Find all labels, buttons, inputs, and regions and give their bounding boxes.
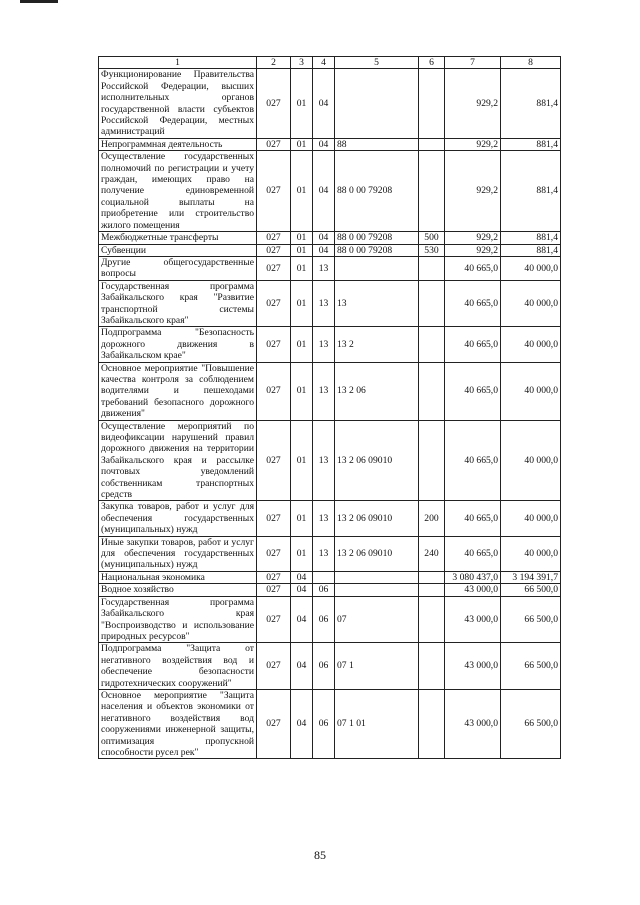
row-name-cell: Субвенции (99, 244, 257, 256)
expense-type-cell (419, 327, 445, 362)
section-cell: 01 (291, 244, 313, 256)
expense-type-cell (419, 596, 445, 643)
amount-year-1-cell: 3 080 437,0 (445, 571, 501, 583)
amount-year-2-cell: 66 500,0 (501, 689, 561, 758)
expense-type-cell (419, 571, 445, 583)
table-row (99, 232, 561, 244)
section-cell: 01 (291, 69, 313, 138)
amount-year-1-cell: 929,2 (445, 69, 501, 138)
section-cell: 01 (291, 327, 313, 362)
table-row (99, 280, 561, 327)
subsection-cell: 06 (313, 689, 335, 758)
section-cell: 01 (291, 280, 313, 327)
target-item-cell: 07 (335, 596, 419, 643)
row-name-cell: Подпрограмма "Безопасность дорожного движения в Забайкальском крае" (99, 327, 257, 362)
subsection-cell: 13 (313, 256, 335, 280)
amount-year-1-cell: 929,2 (445, 138, 501, 150)
target-item-cell: 88 0 00 79208 (335, 244, 419, 256)
section-cell: 01 (291, 151, 313, 232)
row-name-cell: Иные закупки товаров, работ и услуг для обеспечения государственных (муниципальных) нужд (99, 536, 257, 571)
amount-year-2-cell: 40 000,0 (501, 501, 561, 536)
expense-type-cell (419, 362, 445, 420)
target-item-cell (335, 571, 419, 583)
subsection-cell: 04 (313, 138, 335, 150)
section-cell: 01 (291, 536, 313, 571)
column-header: 5 (335, 57, 419, 69)
amount-year-2-cell: 881,4 (501, 232, 561, 244)
row-name-cell: Основное мероприятие "Защита населения и объектов экономики от негативного воздействия вод сооружениями инженерной защиты, оптимизация пропускной способности русел рек" (99, 689, 257, 758)
admin-code-cell: 027 (257, 256, 291, 280)
target-item-cell: 13 2 06 09010 (335, 536, 419, 571)
section-cell: 04 (291, 643, 313, 690)
table-row (99, 420, 561, 501)
expense-type-cell (419, 69, 445, 138)
scan-edge-mark (20, 0, 58, 3)
target-item-cell: 88 0 00 79208 (335, 151, 419, 232)
target-item-cell: 88 0 00 79208 (335, 232, 419, 244)
amount-year-1-cell: 40 665,0 (445, 256, 501, 280)
subsection-cell: 13 (313, 327, 335, 362)
expense-type-cell: 240 (419, 536, 445, 571)
row-name-cell: Водное хозяйство (99, 584, 257, 596)
admin-code-cell: 027 (257, 584, 291, 596)
amount-year-1-cell: 929,2 (445, 151, 501, 232)
expense-type-cell (419, 420, 445, 501)
amount-year-1-cell: 43 000,0 (445, 596, 501, 643)
admin-code-cell: 027 (257, 151, 291, 232)
row-name-cell: Другие общегосударственные вопросы (99, 256, 257, 280)
admin-code-cell: 027 (257, 232, 291, 244)
table-row (99, 536, 561, 571)
amount-year-1-cell: 40 665,0 (445, 327, 501, 362)
amount-year-1-cell: 929,2 (445, 232, 501, 244)
column-header: 3 (291, 57, 313, 69)
expense-type-cell (419, 256, 445, 280)
row-name-cell: Государственная программа Забайкальского края "Воспроизводство и использование природных ресурсов" (99, 596, 257, 643)
table-row (99, 244, 561, 256)
table-row (99, 501, 561, 536)
section-cell: 04 (291, 596, 313, 643)
subsection-cell: 06 (313, 643, 335, 690)
section-cell: 01 (291, 138, 313, 150)
amount-year-2-cell: 40 000,0 (501, 280, 561, 327)
target-item-cell: 88 (335, 138, 419, 150)
column-header: 2 (257, 57, 291, 69)
amount-year-1-cell: 40 665,0 (445, 420, 501, 501)
amount-year-2-cell: 881,4 (501, 138, 561, 150)
subsection-cell: 06 (313, 596, 335, 643)
admin-code-cell: 027 (257, 536, 291, 571)
page-number: 85 (314, 848, 326, 862)
subsection-cell (313, 571, 335, 583)
table-row (99, 327, 561, 362)
target-item-cell: 13 2 06 09010 (335, 501, 419, 536)
table-row (99, 256, 561, 280)
amount-year-2-cell: 881,4 (501, 151, 561, 232)
table-row (99, 151, 561, 232)
section-cell: 01 (291, 420, 313, 501)
row-name-cell: Закупка товаров, работ и услуг для обеспечения государственных (муниципальных) нужд (99, 501, 257, 536)
target-item-cell (335, 584, 419, 596)
subsection-cell: 04 (313, 232, 335, 244)
section-cell: 01 (291, 256, 313, 280)
subsection-cell: 13 (313, 420, 335, 501)
amount-year-2-cell: 66 500,0 (501, 584, 561, 596)
amount-year-1-cell: 40 665,0 (445, 362, 501, 420)
target-item-cell (335, 69, 419, 138)
admin-code-cell: 027 (257, 643, 291, 690)
subsection-cell: 13 (313, 501, 335, 536)
expense-type-cell (419, 151, 445, 232)
budget-table (98, 56, 561, 759)
target-item-cell: 13 2 06 09010 (335, 420, 419, 501)
admin-code-cell: 027 (257, 571, 291, 583)
amount-year-2-cell: 40 000,0 (501, 327, 561, 362)
table-row (99, 689, 561, 758)
column-header: 8 (501, 57, 561, 69)
admin-code-cell: 027 (257, 596, 291, 643)
row-name-cell: Государственная программа Забайкальского края "Развитие транспортной системы Забайкальского края" (99, 280, 257, 327)
section-cell: 01 (291, 362, 313, 420)
expense-type-cell: 500 (419, 232, 445, 244)
table-row (99, 596, 561, 643)
admin-code-cell: 027 (257, 280, 291, 327)
target-item-cell: 13 2 (335, 327, 419, 362)
admin-code-cell: 027 (257, 69, 291, 138)
table-row (99, 584, 561, 596)
subsection-cell: 06 (313, 584, 335, 596)
expense-type-cell (419, 584, 445, 596)
expense-type-cell (419, 643, 445, 690)
column-header: 6 (419, 57, 445, 69)
table-row (99, 138, 561, 150)
amount-year-2-cell: 881,4 (501, 244, 561, 256)
target-item-cell: 07 1 01 (335, 689, 419, 758)
expense-type-cell (419, 138, 445, 150)
subsection-cell: 13 (313, 280, 335, 327)
table-row (99, 69, 561, 138)
column-header: 1 (99, 57, 257, 69)
admin-code-cell: 027 (257, 420, 291, 501)
admin-code-cell: 027 (257, 362, 291, 420)
amount-year-1-cell: 40 665,0 (445, 501, 501, 536)
amount-year-1-cell: 43 000,0 (445, 584, 501, 596)
column-header: 4 (313, 57, 335, 69)
amount-year-2-cell: 40 000,0 (501, 536, 561, 571)
section-cell: 04 (291, 584, 313, 596)
amount-year-1-cell: 43 000,0 (445, 689, 501, 758)
admin-code-cell: 027 (257, 501, 291, 536)
admin-code-cell: 027 (257, 138, 291, 150)
expense-type-cell: 530 (419, 244, 445, 256)
section-cell: 01 (291, 501, 313, 536)
amount-year-1-cell: 40 665,0 (445, 536, 501, 571)
target-item-cell: 07 1 (335, 643, 419, 690)
row-name-cell: Национальная экономика (99, 571, 257, 583)
target-item-cell: 13 (335, 280, 419, 327)
row-name-cell: Осуществление мероприятий по видеофиксации нарушений правил дорожного движения на территории Забайкальского края и рассылке почтовых уведомлений собственникам транспортных средств (99, 420, 257, 501)
subsection-cell: 13 (313, 536, 335, 571)
expense-type-cell (419, 280, 445, 327)
table-row (99, 362, 561, 420)
row-name-cell: Межбюджетные трансферты (99, 232, 257, 244)
subsection-cell: 04 (313, 69, 335, 138)
section-cell: 04 (291, 689, 313, 758)
subsection-cell: 04 (313, 244, 335, 256)
amount-year-2-cell: 66 500,0 (501, 643, 561, 690)
expense-type-cell (419, 689, 445, 758)
amount-year-2-cell: 40 000,0 (501, 362, 561, 420)
table-row (99, 571, 561, 583)
amount-year-2-cell: 881,4 (501, 69, 561, 138)
row-name-cell: Основное мероприятие "Повышение качества контроля за соблюдением водителями и пешеходами требований безопасного дорожного движения" (99, 362, 257, 420)
admin-code-cell: 027 (257, 244, 291, 256)
amount-year-1-cell: 43 000,0 (445, 643, 501, 690)
amount-year-2-cell: 66 500,0 (501, 596, 561, 643)
subsection-cell: 04 (313, 151, 335, 232)
admin-code-cell: 027 (257, 327, 291, 362)
amount-year-1-cell: 929,2 (445, 244, 501, 256)
row-name-cell: Непрограммная деятельность (99, 138, 257, 150)
row-name-cell: Осуществление государственных полномочий по регистрации и учету граждан, имеющих право на получение единовременной социальной выплаты на приобретение или строительство жилого помещения (99, 151, 257, 232)
amount-year-2-cell: 40 000,0 (501, 420, 561, 501)
admin-code-cell: 027 (257, 689, 291, 758)
target-item-cell (335, 256, 419, 280)
table-header-row (99, 57, 561, 69)
row-name-cell: Подпрограмма "Защита от негативного воздействия вод и обеспечение безопасности гидротехнических сооружений" (99, 643, 257, 690)
table-row (99, 643, 561, 690)
column-header: 7 (445, 57, 501, 69)
amount-year-1-cell: 40 665,0 (445, 280, 501, 327)
row-name-cell: Функционирование Правительства Российской Федерации, высших исполнительных органов государственной власти субъектов Российской Федерации, местных администраций (99, 69, 257, 138)
section-cell: 04 (291, 571, 313, 583)
target-item-cell: 13 2 06 (335, 362, 419, 420)
amount-year-2-cell: 40 000,0 (501, 256, 561, 280)
section-cell: 01 (291, 232, 313, 244)
subsection-cell: 13 (313, 362, 335, 420)
amount-year-2-cell: 3 194 391,7 (501, 571, 561, 583)
expense-type-cell: 200 (419, 501, 445, 536)
